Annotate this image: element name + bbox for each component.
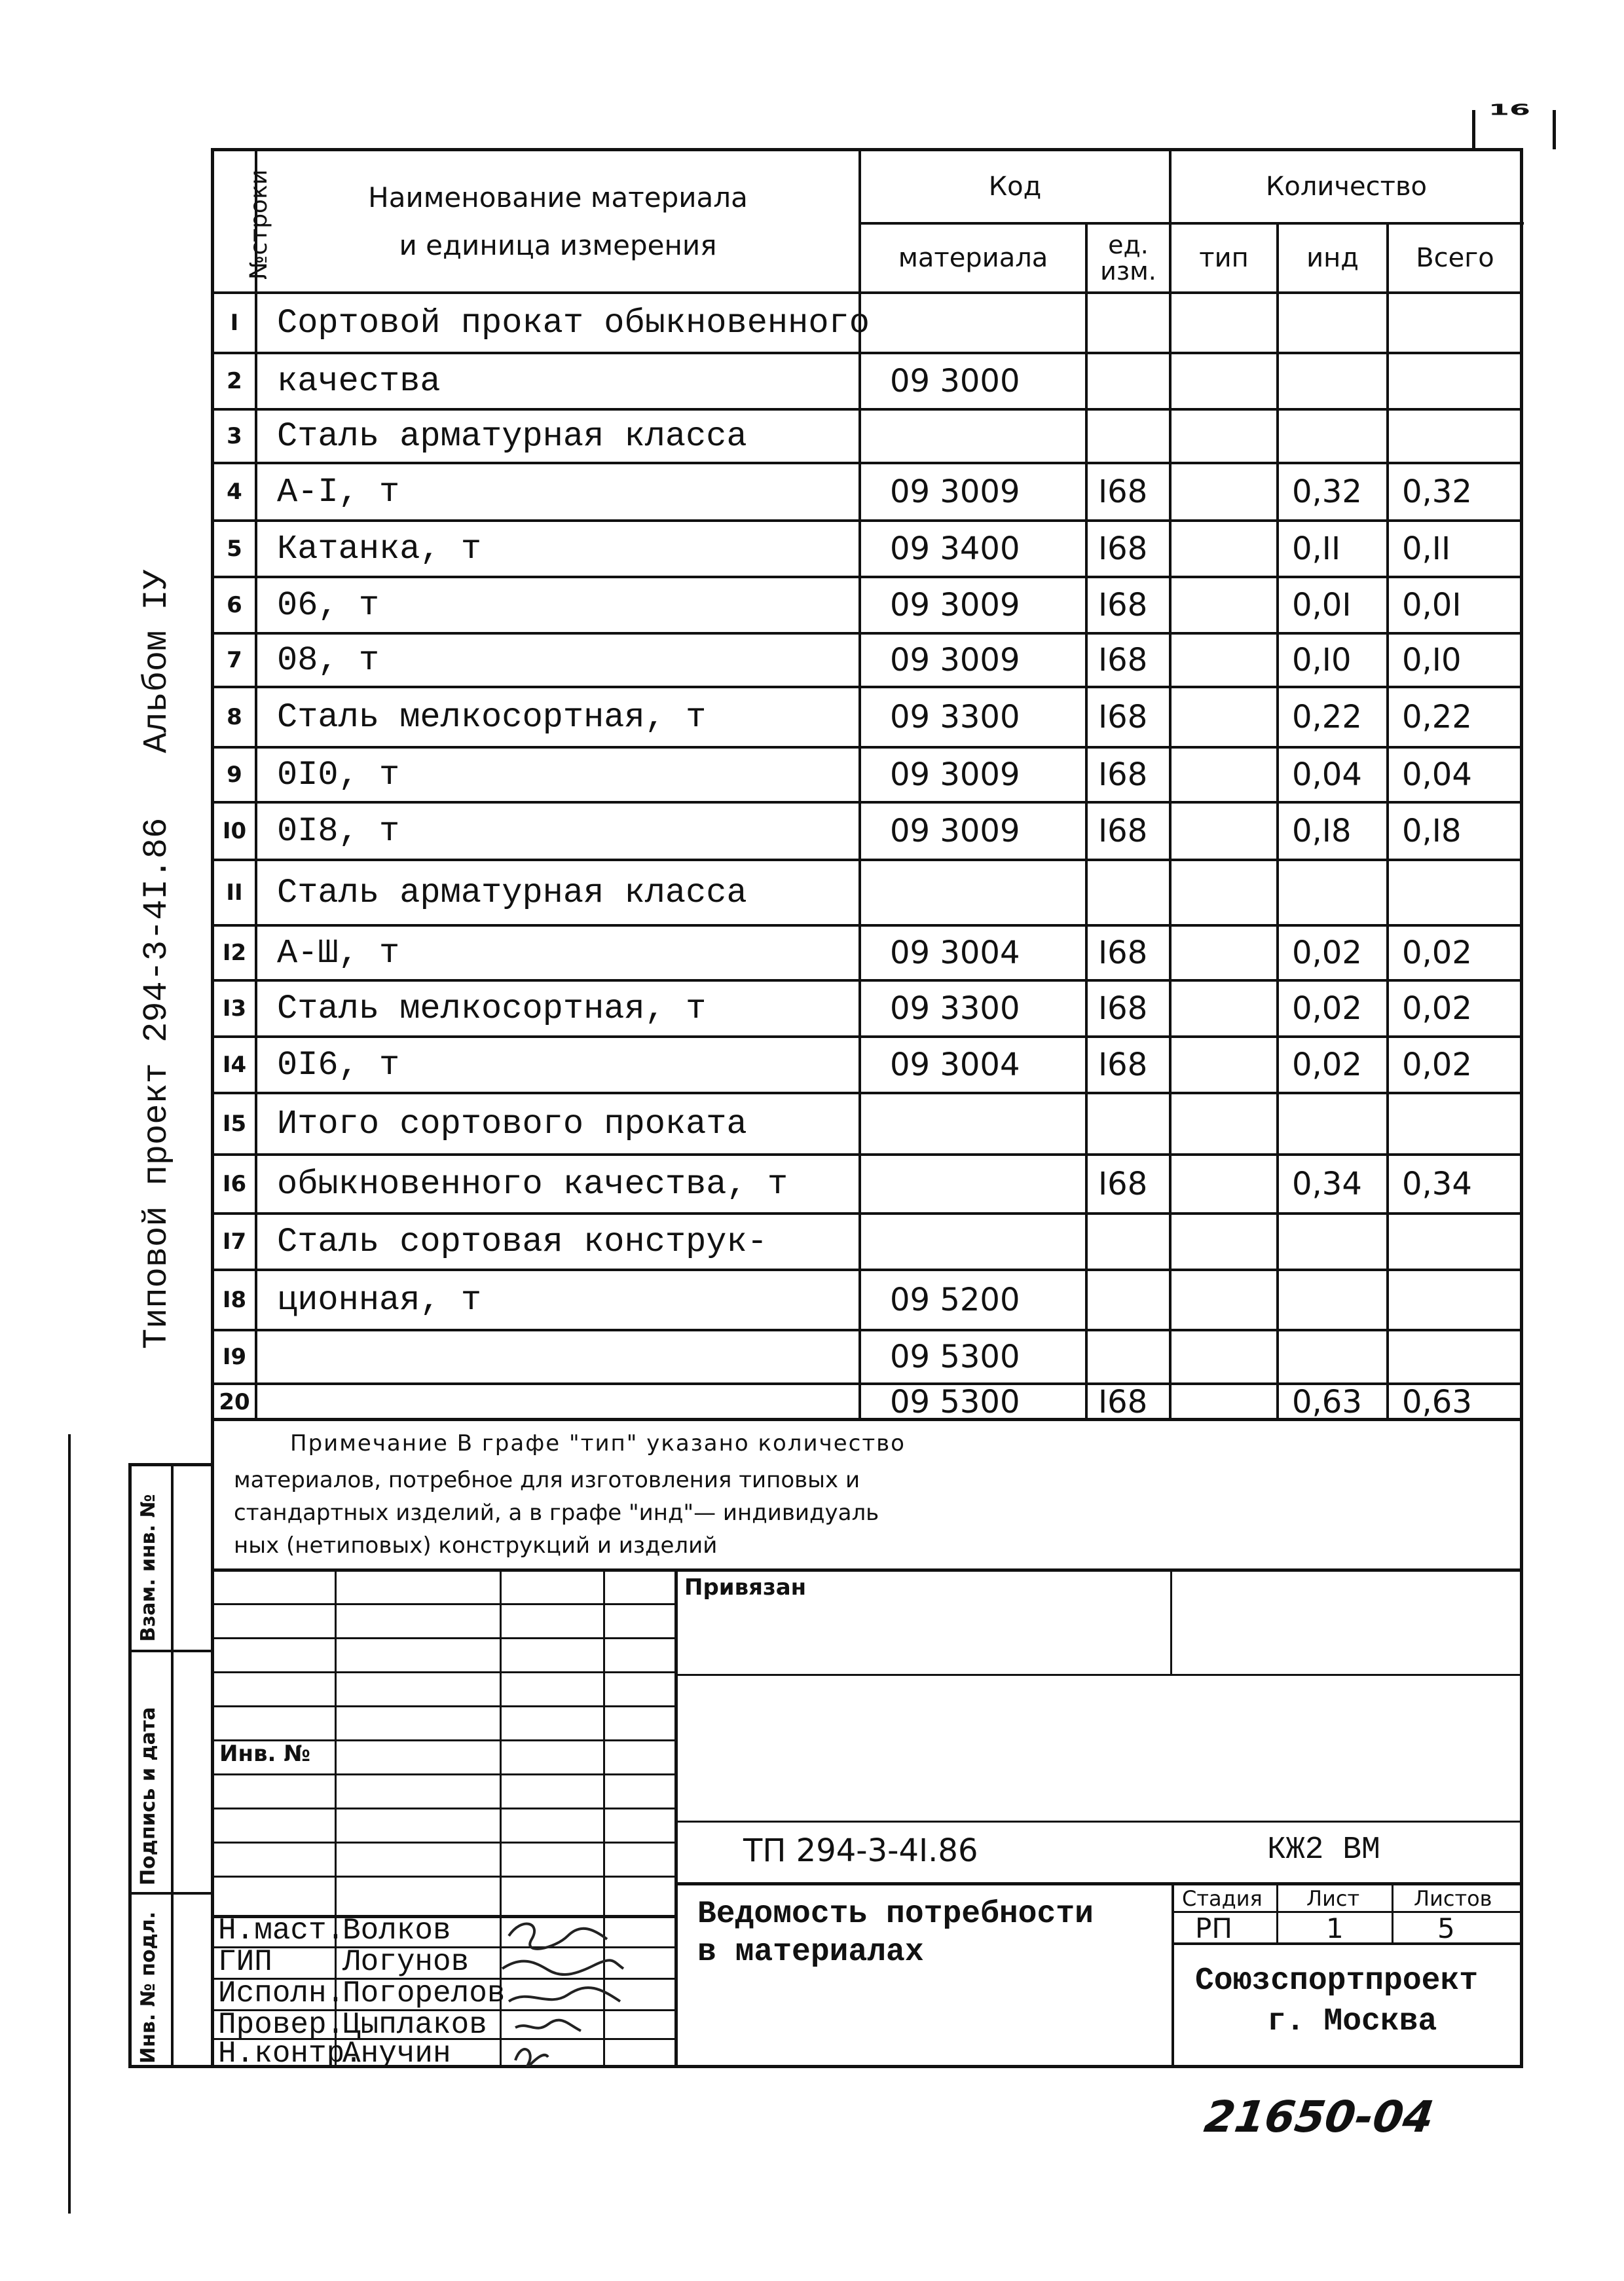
material-code: 09 5200 [890, 1282, 1020, 1318]
left-margin-line [68, 1434, 71, 2214]
type-quantity [1172, 688, 1289, 746]
ind-quantity [1279, 354, 1399, 408]
code-header: Код [988, 172, 1042, 202]
archive-number: 21650-04 [1201, 2092, 1437, 2142]
material-name: Сортовой прокат обыкновенного [277, 303, 870, 343]
sheets-value: 5 [1437, 1912, 1455, 1944]
unit-code: I68 [1098, 587, 1148, 623]
ind-quantity: 0,34 [1292, 1166, 1362, 1202]
ind-quantity [1279, 1215, 1399, 1269]
material-code [861, 1156, 1114, 1212]
row-number: 8 [227, 704, 242, 730]
sheets-label: Листов [1414, 1886, 1492, 1911]
material-code: 09 3009 [890, 813, 1020, 849]
row-number: I7 [222, 1229, 247, 1255]
document-title-line1: Ведомость потребности [697, 1897, 1094, 1932]
total-quantity [1389, 411, 1534, 462]
total-quantity: 0,II [1402, 530, 1451, 567]
ind-quantity: 0,II [1292, 530, 1341, 567]
type-quantity [1172, 411, 1289, 462]
ind-quantity: 0,02 [1292, 935, 1362, 971]
total-quantity: 0,34 [1402, 1166, 1472, 1202]
material-name: Сталь мелкосортная, т [277, 989, 707, 1028]
sheet-label: Лист [1306, 1886, 1360, 1911]
material-name: Итого сортового проката [277, 1104, 747, 1143]
material-name: Сталь сортовая конструк- [277, 1222, 767, 1261]
type-quantity [1172, 927, 1289, 979]
material-code: 09 3009 [890, 642, 1020, 678]
total-quantity: 0,22 [1402, 699, 1472, 735]
total-quantity [1389, 1215, 1534, 1269]
material-name: 06, т [277, 585, 380, 625]
materials-table [211, 148, 1523, 1421]
unit-header: ед. изм. [1100, 231, 1156, 286]
material-code [861, 861, 1114, 924]
row-number: 5 [227, 536, 242, 562]
material-name: 0I6, т [277, 1045, 400, 1085]
material-code: 09 3009 [890, 473, 1020, 510]
unit-code: I68 [1098, 699, 1148, 735]
unit-code [1088, 861, 1179, 924]
total-quantity [1389, 1331, 1534, 1382]
document-code: ТП 294-3-4I.86 [743, 1832, 978, 1869]
type-quantity [1172, 354, 1289, 408]
row-number: I6 [222, 1171, 247, 1197]
row-number: I3 [222, 995, 247, 1022]
signer-name: Волков [342, 1914, 451, 1948]
unit-code: I68 [1098, 1384, 1148, 1420]
ind-quantity [1279, 1271, 1399, 1329]
total-quantity: 0,04 [1402, 756, 1472, 793]
signer-role: Провер. [218, 2008, 345, 2042]
inv-no-label: Инв. № [219, 1741, 311, 1767]
total-quantity [1389, 354, 1534, 408]
ind-quantity [1279, 294, 1399, 352]
total-quantity: 0,63 [1402, 1384, 1472, 1420]
material-name: Сталь арматурная класса [277, 873, 747, 912]
title-block [674, 1569, 1523, 2068]
ind-quantity [1279, 861, 1399, 924]
material-name: А-Ш, т [277, 933, 400, 973]
type-quantity [1172, 522, 1289, 576]
sheet-value: 1 [1326, 1912, 1344, 1944]
unit-code: I68 [1098, 473, 1148, 510]
type-quantity [1172, 1038, 1289, 1092]
ind-quantity: 0,04 [1292, 756, 1362, 793]
signer-role: ГИП [218, 1945, 272, 1979]
material-code [861, 411, 1114, 462]
material-code [861, 1094, 1114, 1153]
type-quantity [1172, 635, 1289, 686]
total-quantity [1389, 1271, 1534, 1329]
total-quantity: 0,32 [1402, 473, 1472, 510]
row-number: 3 [227, 423, 242, 449]
material-code: 09 3004 [890, 935, 1020, 971]
privyazan-label: Привязан [684, 1574, 807, 1601]
total-quantity [1389, 294, 1534, 352]
total-header: Всего [1416, 243, 1494, 273]
signer-name: Анучин [342, 2037, 451, 2071]
unit-code [1088, 411, 1179, 462]
material-name: А-I, т [277, 472, 400, 511]
unit-code [1088, 1331, 1179, 1382]
material-code [861, 1215, 1114, 1269]
note-line-2: материалов, потребное для изготовления типовых и [234, 1467, 860, 1493]
signer-name: Логунов [342, 1945, 470, 1979]
type-quantity [1172, 1215, 1289, 1269]
unit-code [1088, 354, 1179, 408]
organization-line1: Союзспортпроект [1195, 1963, 1479, 1999]
material-code: 09 3300 [890, 990, 1020, 1027]
signer-role: Н.маст. [218, 1914, 345, 1948]
note-line-1: Примечание В графе "тип" указано количество [290, 1430, 906, 1456]
type-quantity [1172, 294, 1289, 352]
ind-quantity: 0,32 [1292, 473, 1362, 510]
material-name: качества [277, 362, 441, 401]
ind-quantity: 0,02 [1292, 1047, 1362, 1083]
type-quantity [1172, 464, 1289, 519]
side-stamp-column [128, 1463, 211, 2068]
document-mark: КЖ2 ВМ [1267, 1832, 1380, 1868]
total-quantity: 0,I8 [1402, 813, 1462, 849]
stage-value: РП [1195, 1912, 1232, 1944]
row-number: 2 [227, 368, 242, 394]
material-code-header: материала [898, 243, 1048, 273]
signer-role: Исполн. [218, 1976, 345, 2011]
total-quantity [1389, 861, 1534, 924]
unit-code: I68 [1098, 1166, 1148, 1202]
type-header: тип [1199, 243, 1249, 273]
type-quantity [1172, 1331, 1289, 1382]
ind-quantity [1279, 1094, 1399, 1153]
row-number: I [230, 310, 239, 336]
material-name: Катанка, т [277, 529, 482, 568]
organization-line2: г. Москва [1267, 2004, 1437, 2039]
type-quantity [1172, 1271, 1289, 1329]
material-name: 0I0, т [277, 755, 400, 794]
document-title-line2: в материалах [697, 1935, 924, 1970]
material-name: Сталь арматурная класса [277, 417, 747, 456]
ind-quantity: 0,I0 [1292, 642, 1352, 678]
type-quantity [1172, 1156, 1289, 1212]
ind-quantity: 0,0I [1292, 587, 1352, 623]
unit-code: I68 [1098, 530, 1148, 567]
material-code: 09 3009 [890, 587, 1020, 623]
note-line-4: ных (нетиповых) конструкций и изделий [234, 1532, 718, 1559]
signer-role: Н.контр. [218, 2037, 363, 2071]
ind-quantity [1279, 1331, 1399, 1382]
unit-code [1088, 294, 1179, 352]
material-name: ционная, т [277, 1280, 482, 1320]
signer-name: Цыплаков [342, 2008, 487, 2042]
unit-code: I68 [1098, 813, 1148, 849]
row-number: I5 [222, 1111, 247, 1137]
material-code [861, 294, 1114, 352]
type-quantity [1172, 1094, 1289, 1153]
material-name [257, 1331, 878, 1382]
unit-code: I68 [1098, 935, 1148, 971]
row-number: I0 [222, 818, 247, 844]
quantity-header: Количество [1265, 172, 1427, 202]
type-quantity [1172, 982, 1289, 1035]
material-name: Сталь мелкосортная, т [277, 697, 707, 737]
note-block [211, 1419, 1523, 1572]
row-number: 6 [227, 592, 242, 618]
name-header: Наименование материала и единица измерения [368, 181, 748, 261]
page-number: 16 [1488, 101, 1531, 119]
total-quantity: 0,I0 [1402, 642, 1462, 678]
ind-quantity: 0,63 [1292, 1384, 1362, 1420]
unit-code: I68 [1098, 642, 1148, 678]
type-quantity [1172, 1385, 1289, 1419]
material-code: 09 3009 [890, 756, 1020, 793]
row-number: 9 [227, 762, 242, 788]
row-number: 4 [227, 479, 242, 505]
row-number: 7 [227, 647, 242, 673]
page-number-corner [1472, 101, 1556, 149]
row-number: I2 [222, 940, 247, 966]
material-name: 0I8, т [277, 811, 400, 851]
total-quantity: 0,02 [1402, 1047, 1472, 1083]
material-code: 09 3400 [890, 530, 1020, 567]
inv-podl-label: Инв. № подл. [137, 1911, 160, 2064]
row-number: I8 [222, 1287, 247, 1313]
material-code: 09 5300 [890, 1384, 1020, 1420]
approval-grid [211, 1569, 677, 2071]
unit-code: I68 [1098, 756, 1148, 793]
type-quantity [1172, 804, 1289, 859]
type-quantity [1172, 749, 1289, 801]
ind-quantity: 0,02 [1292, 990, 1362, 1027]
unit-code [1088, 1215, 1179, 1269]
ind-quantity: 0,I8 [1292, 813, 1352, 849]
stage-label: Стадия [1182, 1886, 1263, 1911]
row-number: II [226, 880, 243, 906]
signatures [496, 1910, 627, 2067]
type-quantity [1172, 578, 1289, 632]
total-quantity [1389, 1094, 1534, 1153]
note-line-3: стандартных изделий, а в графе "инд"— индивидуаль [234, 1500, 879, 1526]
material-code: 09 3000 [890, 363, 1020, 399]
material-name: 08, т [277, 640, 380, 680]
material-code: 09 5300 [890, 1339, 1020, 1375]
total-quantity: 0,02 [1402, 990, 1472, 1027]
vzam-inv-label: Взам. инв. № [137, 1494, 160, 1642]
unit-code [1088, 1094, 1179, 1153]
total-quantity: 0,0I [1402, 587, 1462, 623]
row-number: 20 [219, 1389, 250, 1415]
row-number: I9 [222, 1344, 247, 1370]
ind-quantity: 0,22 [1292, 699, 1362, 735]
type-quantity [1172, 861, 1289, 924]
signer-name: Погорелов [342, 1976, 506, 2011]
row-number-header: №строки [246, 169, 272, 280]
unit-code [1088, 1271, 1179, 1329]
ind-quantity [1279, 411, 1399, 462]
ind-header: инд [1306, 243, 1359, 273]
unit-code: I68 [1098, 1047, 1148, 1083]
sign-date-label: Подпись и дата [137, 1707, 160, 1885]
material-code: 09 3004 [890, 1047, 1020, 1083]
material-name [257, 1385, 878, 1419]
unit-code: I68 [1098, 990, 1148, 1027]
material-code: 09 3300 [890, 699, 1020, 735]
total-quantity: 0,02 [1402, 935, 1472, 971]
material-name: обыкновенного качества, т [277, 1164, 788, 1204]
row-number: I4 [222, 1052, 247, 1078]
